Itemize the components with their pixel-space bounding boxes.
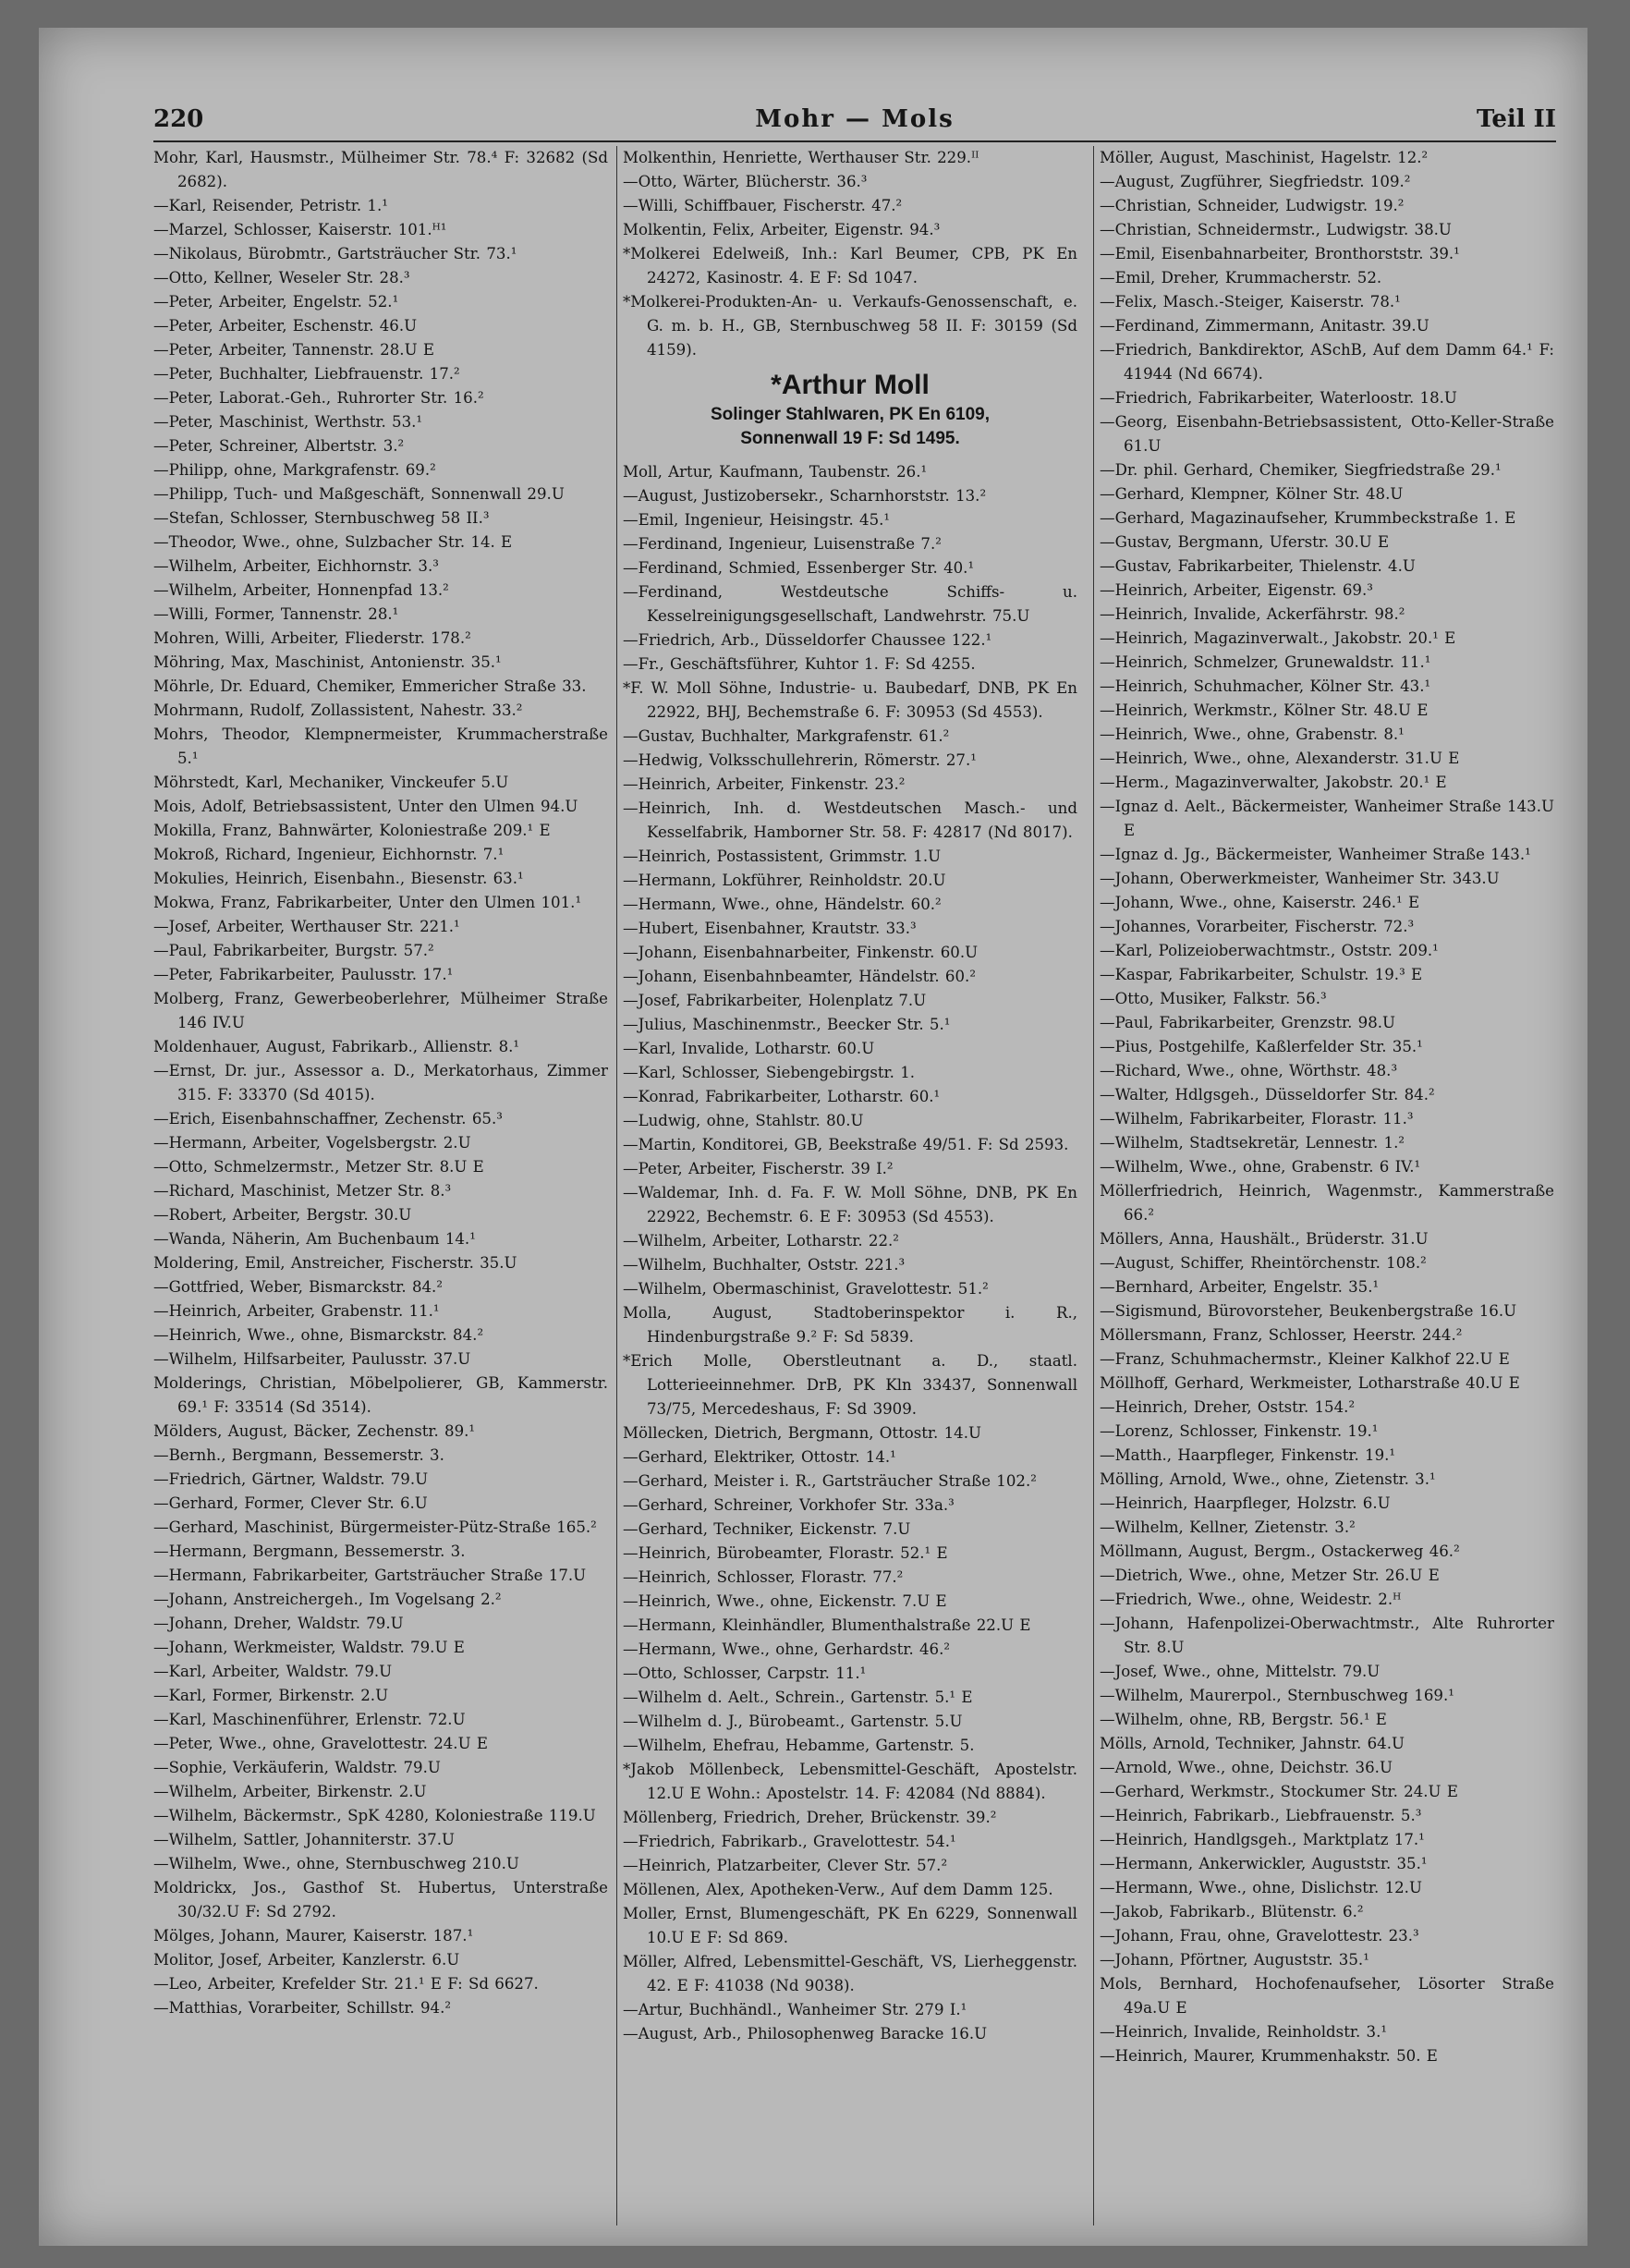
directory-entry: —Willi, Schiffbauer, Fischerstr. 47.² <box>623 197 903 214</box>
directory-entry: —Emil, Dreher, Krummacherstr. 52. <box>1100 269 1382 287</box>
directory-entry: —Wilhelm, Obermaschinist, Gravelottestr. 51.² <box>623 1280 989 1298</box>
directory-entry: Möhring, Max, Maschinist, Antonienstr. 35.¹ <box>153 653 502 671</box>
directory-entry: —Friedrich, Fabrikarbeiter, Waterloostr. 18.U <box>1100 389 1457 407</box>
directory-entry: Möllecken, Dietrich, Bergmann, Ottostr. 14.U <box>623 1424 981 1442</box>
directory-entry: —Heinrich, Wwe., ohne, Grabenstr. 8.¹ <box>1100 726 1405 743</box>
directory-entry: —Heinrich, Haarpfleger, Holzstr. 6.U <box>1100 1494 1391 1512</box>
directory-entry: —Stefan, Schlosser, Sternbuschweg 58 II.³ <box>153 509 490 527</box>
directory-entry: Mölders, August, Bäcker, Zechenstr. 89.¹ <box>153 1422 476 1440</box>
directory-entry: —Arnold, Wwe., ohne, Deichstr. 36.U <box>1100 1759 1393 1776</box>
directory-entry: —Friedrich, Fabrikarb., Gravelottestr. 54.¹ <box>623 1833 956 1850</box>
directory-entry: —Konrad, Fabrikarbeiter, Lotharstr. 60.¹ <box>623 1088 941 1105</box>
directory-entry: —Artur, Buchhändl., Wanheimer Str. 279 I.¹ <box>623 2001 967 2018</box>
page-header <box>153 100 1556 142</box>
directory-entry: —Theodor, Wwe., ohne, Sulzbacher Str. 14. E <box>153 533 513 551</box>
directory-entry: —Peter, Schreiner, Albertstr. 3.² <box>153 437 405 455</box>
directory-entry: Möllhoff, Gerhard, Werkmeister, Lotharstraße 40.U E <box>1100 1374 1520 1392</box>
directory-entry: —Hermann, Lokführer, Reinholdstr. 20.U <box>623 872 946 889</box>
directory-entry: —Peter, Maschinist, Werthstr. 53.¹ <box>153 413 423 431</box>
directory-entry: —Nikolaus, Bürobmtr., Gartsträucher Str. 73.¹ <box>153 245 517 262</box>
directory-entry: —Heinrich, Wwe., ohne, Eickenstr. 7.U E <box>623 1592 947 1610</box>
directory-entry: —Heinrich, Arbeiter, Eigenstr. 69.³ <box>1100 581 1373 599</box>
directory-entry: —Josef, Fabrikarbeiter, Holenplatz 7.U <box>623 992 927 1009</box>
directory-entry: —Karl, Schlosser, Siebengebirgstr. 1. <box>623 1064 916 1081</box>
directory-entry: *Erich Molle, Oberstleutnant a. D., staatl. Lotterieeinnehmer. DrB, PK Kln 33437, Sonnenwall 73/75, Mercedeshaus, F: Sd 3909. <box>623 1352 1077 1418</box>
directory-entry: —August, Arb., Philosophenweg Baracke 16.U <box>623 2025 988 2042</box>
directory-entry: —Peter, Arbeiter, Tannenstr. 28.U E <box>153 341 434 359</box>
directory-entry: —Hermann, Wwe., ohne, Gerhardstr. 46.² <box>623 1640 951 1658</box>
directory-entry: —August, Justizobersekr., Scharnhorststr. 13.² <box>623 487 987 505</box>
directory-entry: —Matthias, Vorarbeiter, Schillstr. 94.² <box>153 1999 452 2017</box>
directory-entry: —Georg, Eisenbahn-Betriebsassistent, Otto-Keller-Straße 61.U <box>1100 413 1554 455</box>
directory-entry: —Gerhard, Meister i. R., Gartsträucher Straße 102.² <box>623 1472 1037 1490</box>
directory-entry: —Heinrich, Arbeiter, Grabenstr. 11.¹ <box>153 1302 440 1320</box>
directory-entry: —Willi, Former, Tannenstr. 28.¹ <box>153 605 399 623</box>
directory-entry: —Johann, Anstreichergeh., Im Vogelsang 2.² <box>153 1591 502 1608</box>
page-title: Mohr — Mols <box>755 105 955 133</box>
column-divider-left <box>616 146 617 2225</box>
directory-entry: —Friedrich, Bankdirektor, ASchB, Auf dem Damm 64.¹ F: 41944 (Nd 6674). <box>1100 341 1554 383</box>
directory-entry: —Richard, Wwe., ohne, Wörthstr. 48.³ <box>1100 1062 1398 1079</box>
column-3 <box>1100 146 1554 2225</box>
directory-entry: —Friedrich, Wwe., ohne, Weidestr. 2.ᴴ <box>1100 1591 1402 1608</box>
part-label: Teil II <box>1476 105 1556 133</box>
directory-entry: —Heinrich, Schmelzer, Grunewaldstr. 11.¹ <box>1100 653 1431 671</box>
directory-entry: —Heinrich, Schlosser, Florastr. 77.² <box>623 1568 904 1586</box>
directory-entry: —Gerhard, Werkmstr., Stockumer Str. 24.U E <box>1100 1783 1458 1800</box>
directory-entry: Molkenthin, Henriette, Werthauser Str. 229.ᴵᴵ <box>623 149 979 166</box>
directory-entry: —Jakob, Fabrikarb., Blütenstr. 6.² <box>1100 1903 1364 1920</box>
directory-entry: —Wilhelm, Wwe., ohne, Sternbuschweg 210.U <box>153 1855 519 1872</box>
directory-entry: —Karl, Polizeioberwachtmstr., Oststr. 209.¹ <box>1100 942 1439 959</box>
directory-entry: —Wilhelm, Bäckermstr., SpK 4280, Koloniestraße 119.U <box>153 1807 596 1824</box>
directory-entry: —Heinrich, Invalide, Ackerfährstr. 98.² <box>1100 605 1405 623</box>
directory-entry: —Wilhelm, Kellner, Zietenstr. 3.² <box>1100 1518 1356 1536</box>
directory-entry: —Heinrich, Handlgsgeh., Marktplatz 17.¹ <box>1100 1831 1425 1848</box>
directory-entry: —Peter, Laborat.-Geh., Ruhrorter Str. 16.² <box>153 389 484 407</box>
directory-entry: —Heinrich, Schuhmacher, Kölner Str. 43.¹ <box>1100 677 1431 695</box>
directory-entry: —Sigismund, Bürovorsteher, Beukenbergstraße 16.U <box>1100 1302 1517 1320</box>
directory-entry: —Sophie, Verkäuferin, Waldstr. 79.U <box>153 1759 441 1776</box>
directory-entry: —Heinrich, Wwe., ohne, Alexanderstr. 31.U E <box>1100 750 1460 767</box>
directory-entry: —Heinrich, Arbeiter, Finkenstr. 23.² <box>623 775 906 793</box>
directory-entry: Möhrle, Dr. Eduard, Chemiker, Emmericher Straße 33. <box>153 677 587 695</box>
directory-entry: —Heinrich, Werkmstr., Kölner Str. 48.U E <box>1100 701 1429 719</box>
directory-entry: —Gustav, Fabrikarbeiter, Thielenstr. 4.U <box>1100 557 1416 575</box>
directory-entry: —Wilhelm, Arbeiter, Honnenpfad 13.² <box>153 581 449 599</box>
directory-entry: —Ignaz d. Aelt., Bäckermeister, Wanheimer Straße 143.U E <box>1100 798 1554 839</box>
directory-entry: —Wilhelm, Wwe., ohne, Grabenstr. 6 IV.¹ <box>1100 1158 1421 1176</box>
directory-entry: Mohren, Willi, Arbeiter, Fliederstr. 178.² <box>153 629 471 647</box>
directory-entry: —Martin, Konditorei, GB, Beekstraße 49/51. F: Sd 2593. <box>623 1136 1069 1153</box>
directory-entry: —Robert, Arbeiter, Bergstr. 30.U <box>153 1206 412 1224</box>
directory-entry: —Emil, Eisenbahnarbeiter, Bronthorststr. 39.¹ <box>1100 245 1460 262</box>
directory-entry: —Johann, Pförtner, Auguststr. 35.¹ <box>1100 1951 1369 1969</box>
directory-entry: —Johann, Eisenbahnarbeiter, Finkenstr. 60.U <box>623 944 979 961</box>
directory-entry: Mölls, Arnold, Techniker, Jahnstr. 64.U <box>1100 1735 1405 1752</box>
directory-entry: —Bernhard, Arbeiter, Engelstr. 35.¹ <box>1100 1278 1380 1296</box>
directory-entry: Möllenen, Alex, Apotheken-Verw., Auf dem Damm 125. <box>623 1881 1053 1898</box>
directory-entry: —Heinrich, Wwe., ohne, Bismarckstr. 84.² <box>153 1326 484 1344</box>
directory-entry: —Heinrich, Platzarbeiter, Clever Str. 57.² <box>623 1857 948 1874</box>
directory-entry: —Heinrich, Inh. d. Westdeutschen Masch.- und Kesselfabrik, Hamborner Str. 58. F: 42817 (Nd 8017). <box>623 799 1077 841</box>
directory-entry: —Johann, Frau, ohne, Gravelottestr. 23.³ <box>1100 1927 1419 1945</box>
directory-entry: —Philipp, Tuch- und Maßgeschäft, Sonnenwall 29.U <box>153 485 565 503</box>
directory-entry: —Hermann, Bergmann, Bessemerstr. 3. <box>153 1542 466 1560</box>
directory-entry: —Waldemar, Inh. d. Fa. F. W. Moll Söhne, DNB, PK En 22922, Bechemstr. 6. E F: 30953 (Sd 4553). <box>623 1184 1077 1225</box>
directory-entry: *Jakob Möllenbeck, Lebensmittel-Geschäft, Apostelstr. 12.U E Wohn.: Apostelstr. 14. F: 42084 (Nd 8884). <box>623 1761 1077 1802</box>
directory-entry: —Pius, Postgehilfe, Kaßlerfelder Str. 35.¹ <box>1100 1038 1423 1055</box>
directory-entry: —Wilhelm, Fabrikarbeiter, Florastr. 11.³ <box>1100 1110 1414 1128</box>
directory-entry: —Gerhard, Magazinaufseher, Krummbeckstraße 1. E <box>1100 509 1516 527</box>
directory-entry: —Johann, Wwe., ohne, Kaiserstr. 246.¹ E <box>1100 894 1420 911</box>
directory-entry: —Wilhelm, Buchhalter, Oststr. 221.³ <box>623 1256 906 1274</box>
directory-entry: —Gustav, Bergmann, Uferstr. 30.U E <box>1100 533 1390 551</box>
directory-entry: Mokulies, Heinrich, Eisenbahn., Biesenstr. 63.¹ <box>153 870 524 887</box>
directory-entry: —Philipp, ohne, Markgrafenstr. 69.² <box>153 461 436 479</box>
directory-entry: —Heinrich, Fabrikarb., Liebfrauenstr. 5.³ <box>1100 1807 1422 1824</box>
directory-entry: Moll, Artur, Kaufmann, Taubenstr. 26.¹ <box>623 463 928 481</box>
directory-entry: —Gerhard, Maschinist, Bürgermeister-Pütz-Straße 165.² <box>153 1518 597 1536</box>
directory-entry: Möhrstedt, Karl, Mechaniker, Vinckeufer 5.U <box>153 774 509 791</box>
directory-entry: Möllers, Anna, Haushält., Brüderstr. 31.U <box>1100 1230 1429 1248</box>
directory-entry: —Karl, Maschinenführer, Erlenstr. 72.U <box>153 1711 466 1728</box>
directory-entry: —Franz, Schuhmachermstr., Kleiner Kalkhof 22.U E <box>1100 1350 1510 1368</box>
directory-entry: —Friedrich, Arb., Düsseldorfer Chaussee 122.¹ <box>623 631 992 649</box>
directory-entry: —Ferdinand, Schmied, Essenberger Str. 40.¹ <box>623 559 975 577</box>
directory-entry: —Josef, Arbeiter, Werthauser Str. 221.¹ <box>153 918 460 935</box>
directory-entry: —Wilhelm d. J., Bürobeamt., Gartenstr. 5.U <box>623 1713 963 1730</box>
directory-entry: —Gerhard, Schreiner, Vorkhofer Str. 33a.³ <box>623 1496 955 1514</box>
directory-entry: *F. W. Moll Söhne, Industrie- u. Baubedarf, DNB, PK En 22922, BHJ, Bechemstraße 6. F: 30953 (Sd 4553). <box>623 679 1077 721</box>
directory-entry: —Paul, Fabrikarbeiter, Burgstr. 57.² <box>153 942 434 959</box>
directory-entry: —Otto, Schmelzermstr., Metzer Str. 8.U E <box>153 1158 484 1176</box>
directory-entry: —Julius, Maschinenmstr., Beecker Str. 5.¹ <box>623 1016 951 1033</box>
directory-entry: —Johann, Dreher, Waldstr. 79.U <box>153 1615 404 1632</box>
ad-line-1: Solinger Stahlwaren, PK En 6109, <box>711 405 990 424</box>
directory-entry: —Kaspar, Fabrikarbeiter, Schulstr. 19.³ E <box>1100 966 1423 983</box>
directory-entry: —Fr., Geschäftsführer, Kuhtor 1. F: Sd 4255. <box>623 655 976 673</box>
directory-entry: Mois, Adolf, Betriebsassistent, Unter den Ulmen 94.U <box>153 798 578 815</box>
directory-entry: —Otto, Schlosser, Carpstr. 11.¹ <box>623 1664 867 1682</box>
directory-entry: Möller, August, Maschinist, Hagelstr. 12.² <box>1100 149 1429 166</box>
directory-entry: —Christian, Schneider, Ludwigstr. 19.² <box>1100 197 1405 214</box>
directory-entry: —Heinrich, Magazinverwalt., Jakobstr. 20.¹ E <box>1100 629 1456 647</box>
directory-entry: —Ferdinand, Ingenieur, Luisenstraße 7.² <box>623 535 942 553</box>
directory-entry: —Wilhelm, Sattler, Johanniterstr. 37.U <box>153 1831 455 1848</box>
directory-entry: —Gerhard, Elektriker, Ottostr. 14.¹ <box>623 1448 896 1466</box>
directory-entry: —Erich, Eisenbahnschaffner, Zechenstr. 65.³ <box>153 1110 503 1128</box>
directory-entry: Molitor, Josef, Arbeiter, Kanzlerstr. 6.U <box>153 1951 460 1969</box>
directory-entry: Mohrmann, Rudolf, Zollassistent, Nahestr. 33.² <box>153 701 523 719</box>
directory-entry: —Hermann, Ankerwickler, Auguststr. 35.¹ <box>1100 1855 1428 1872</box>
directory-entry: —Otto, Kellner, Weseler Str. 28.³ <box>153 269 410 287</box>
directory-entry: —Herm., Magazinverwalter, Jakobstr. 20.¹ E <box>1100 774 1447 791</box>
directory-entry: —Ferdinand, Zimmermann, Anitastr. 39.U <box>1100 317 1429 335</box>
directory-entry: —Ignaz d. Jg., Bäckermeister, Wanheimer Straße 143.¹ <box>1100 846 1531 863</box>
directory-entry: —Peter, Arbeiter, Eschenstr. 46.U <box>153 317 418 335</box>
directory-entry: —Heinrich, Invalide, Reinholdstr. 3.¹ <box>1100 2023 1388 2041</box>
directory-entry: —Heinrich, Postassistent, Grimmstr. 1.U <box>623 847 942 865</box>
directory-entry: Mols, Bernhard, Hochofenaufseher, Lösorter Straße 49a.U E <box>1100 1975 1554 2017</box>
directory-entry: Möllersmann, Franz, Schlosser, Heerstr. 244.² <box>1100 1326 1463 1344</box>
directory-entry: —Karl, Former, Birkenstr. 2.U <box>153 1687 389 1704</box>
directory-entry: —Hermann, Wwe., ohne, Händelstr. 60.² <box>623 896 942 913</box>
directory-entry: —Wilhelm, Arbeiter, Birkenstr. 2.U <box>153 1783 427 1800</box>
directory-entry: —Leo, Arbeiter, Krefelder Str. 21.¹ E F: Sd 6627. <box>153 1975 539 1993</box>
directory-entry: *Molkerei Edelweiß, Inh.: Karl Beumer, CPB, PK En 24272, Kasinostr. 4. E F: Sd 1047. <box>623 245 1077 287</box>
directory-entry: Molla, August, Stadtoberinspektor i. R., Hindenburgstraße 9.² F: Sd 5839. <box>623 1304 1077 1346</box>
page-number: 220 <box>153 105 204 133</box>
directory-entry: —Johannes, Vorarbeiter, Fischerstr. 72.³ <box>1100 918 1415 935</box>
directory-entry: —Hubert, Eisenbahner, Krautstr. 33.³ <box>623 920 917 937</box>
directory-entry: Möller, Alfred, Lebensmittel-Geschäft, VS, Lierheggenstr. 42. E F: 41038 (Nd 9038). <box>623 1953 1077 1994</box>
directory-entry: —Heinrich, Bürobeamter, Florastr. 52.¹ E <box>623 1544 948 1562</box>
directory-entry: —Johann, Werkmeister, Waldstr. 79.U E <box>153 1639 465 1656</box>
directory-entry: —Dr. phil. Gerhard, Chemiker, Siegfriedstraße 29.¹ <box>1100 461 1502 479</box>
directory-entry: —Gustav, Buchhalter, Markgrafenstr. 61.² <box>623 727 950 745</box>
directory-entry: —Wilhelm, Ehefrau, Hebamme, Gartenstr. 5. <box>623 1737 975 1754</box>
directory-entry: —Josef, Wwe., ohne, Mittelstr. 79.U <box>1100 1663 1381 1680</box>
directory-entry: —Hermann, Kleinhändler, Blumenthalstraße 22.U E <box>623 1616 1031 1634</box>
directory-entry: Mokwa, Franz, Fabrikarbeiter, Unter den Ulmen 101.¹ <box>153 894 582 911</box>
directory-entry: —Wilhelm d. Aelt., Schrein., Gartenstr. 5.¹ E <box>623 1689 973 1706</box>
directory-entry: —Karl, Arbeiter, Waldstr. 79.U <box>153 1663 393 1680</box>
directory-entry: —Marzel, Schlosser, Kaiserstr. 101.ᴴ¹ <box>153 221 447 238</box>
directory-entry: —Bernh., Bergmann, Bessemerstr. 3. <box>153 1446 444 1464</box>
directory-entry: —Heinrich, Dreher, Oststr. 154.² <box>1100 1398 1356 1416</box>
directory-entry: —Otto, Wärter, Blücherstr. 36.³ <box>623 173 868 190</box>
directory-entry: —Lorenz, Schlosser, Finkenstr. 19.¹ <box>1100 1422 1379 1440</box>
directory-entry: Moldering, Emil, Anstreicher, Fischerstr. 35.U <box>153 1254 517 1272</box>
directory-entry: —Ferdinand, Westdeutsche Schiffs- u. Kesselreinigungsgesellschaft, Landwehrstr. 75.U <box>623 583 1077 625</box>
directory-entry: —Gerhard, Klempner, Kölner Str. 48.U <box>1100 485 1404 503</box>
directory-entry: —Peter, Buchhalter, Liebfrauenstr. 17.² <box>153 365 460 383</box>
directory-entry: —Peter, Arbeiter, Fischerstr. 39 I.² <box>623 1160 894 1177</box>
directory-entry: Moldenhauer, August, Fabrikarb., Allienstr. 8.¹ <box>153 1038 520 1055</box>
directory-entry: —Heinrich, Maurer, Krummenhakstr. 50. E <box>1100 2047 1438 2065</box>
directory-entry: Mohrs, Theodor, Klempnermeister, Krummacherstraße 5.¹ <box>153 726 608 767</box>
advertisement-arthur-moll <box>623 368 1077 451</box>
directory-entry: —Johann, Eisenbahnbeamter, Händelstr. 60.² <box>623 968 976 985</box>
directory-entry: —Karl, Reisender, Petristr. 1.¹ <box>153 197 388 214</box>
directory-entry: Molkentin, Felix, Arbeiter, Eigenstr. 94.³ <box>623 221 941 238</box>
directory-entry: Moldrickx, Jos., Gasthof St. Hubertus, Unterstraße 30/32.U F: Sd 2792. <box>153 1879 608 1920</box>
directory-entry: —Wilhelm, Arbeiter, Eichhornstr. 3.³ <box>153 557 439 575</box>
directory-entry: Mohr, Karl, Hausmstr., Mülheimer Str. 78.⁴ F: 32682 (Sd 2682). <box>153 149 608 190</box>
directory-entry: —Wilhelm, Maurerpol., Sternbuschweg 169.¹ <box>1100 1687 1454 1704</box>
ad-name: *Arthur Moll <box>771 370 930 400</box>
directory-entry: —Wilhelm, ohne, RB, Bergstr. 56.¹ E <box>1100 1711 1387 1728</box>
directory-entry: —Richard, Maschinist, Metzer Str. 8.³ <box>153 1182 452 1200</box>
directory-entry: —Gottfried, Weber, Bismarckstr. 84.² <box>153 1278 443 1296</box>
directory-entry: Mokilla, Franz, Bahnwärter, Koloniestraße 209.¹ E <box>153 822 551 839</box>
directory-entry: *Molkerei-Produkten-An- u. Verkaufs-Genossenschaft, e. G. m. b. H., GB, Sternbuschweg 58 II. F: 30159 (Sd 4159). <box>623 293 1077 359</box>
directory-entry: —Emil, Ingenieur, Heisingstr. 45.¹ <box>623 511 891 529</box>
directory-entry: —Wilhelm, Hilfsarbeiter, Paulusstr. 37.U <box>153 1350 471 1368</box>
column-2 <box>623 146 1077 2225</box>
directory-entry: —Ludwig, ohne, Stahlstr. 80.U <box>623 1112 864 1129</box>
directory-entry: —Gerhard, Former, Clever Str. 6.U <box>153 1494 428 1512</box>
directory-entry: —Gerhard, Techniker, Eickenstr. 7.U <box>623 1520 911 1538</box>
directory-entry: —Felix, Masch.-Steiger, Kaiserstr. 78.¹ <box>1100 293 1401 311</box>
directory-entry: —Paul, Fabrikarbeiter, Grenzstr. 98.U <box>1100 1014 1396 1031</box>
directory-entry: —Christian, Schneidermstr., Ludwigstr. 38.U <box>1100 221 1452 238</box>
directory-entry: —Hermann, Fabrikarbeiter, Gartsträucher Straße 17.U <box>153 1567 587 1584</box>
directory-entry: —Hedwig, Volksschullehrerin, Römerstr. 27.¹ <box>623 751 977 769</box>
directory-entry: Möllmann, August, Bergm., Ostackerweg 46.² <box>1100 1542 1460 1560</box>
directory-entry: —Johann, Hafenpolizei-Oberwachtmstr., Alte Ruhrorter Str. 8.U <box>1100 1615 1554 1656</box>
directory-entry: —Matth., Haarpfleger, Finkenstr. 19.¹ <box>1100 1446 1396 1464</box>
directory-entry: —Johann, Oberwerkmeister, Wanheimer Str. 343.U <box>1100 870 1500 887</box>
directory-entry: —Hermann, Wwe., ohne, Dislichstr. 12.U <box>1100 1879 1422 1896</box>
directory-entry: —Wilhelm, Stadtsekretär, Lennestr. 1.² <box>1100 1134 1405 1152</box>
directory-entry: —Walter, Hdlgsgeh., Düsseldorfer Str. 84.² <box>1100 1086 1435 1104</box>
column-divider-right <box>1093 146 1094 2225</box>
directory-entry: Möllerfriedrich, Heinrich, Wagenmstr., Kammerstraße 66.² <box>1100 1182 1554 1224</box>
directory-entry: —Karl, Invalide, Lotharstr. 60.U <box>623 1040 875 1057</box>
directory-entry: —Peter, Arbeiter, Engelstr. 52.¹ <box>153 293 399 311</box>
directory-entry: —Hermann, Arbeiter, Vogelsbergstr. 2.U <box>153 1134 471 1152</box>
directory-entry: —Peter, Wwe., ohne, Gravelottestr. 24.U E <box>153 1735 488 1752</box>
directory-entry: —Dietrich, Wwe., ohne, Metzer Str. 26.U E <box>1100 1567 1440 1584</box>
directory-entry: Moller, Ernst, Blumengeschäft, PK En 6229, Sonnenwall 10.U E F: Sd 869. <box>623 1905 1077 1946</box>
directory-entry: Mölling, Arnold, Wwe., ohne, Zietenstr. 3.¹ <box>1100 1470 1436 1488</box>
directory-entry: Mölges, Johann, Maurer, Kaiserstr. 187.¹ <box>153 1927 474 1945</box>
directory-entry: —Wanda, Näherin, Am Buchenbaum 14.¹ <box>153 1230 476 1248</box>
directory-entry: Möllenberg, Friedrich, Dreher, Brückenstr. 39.² <box>623 1809 997 1826</box>
directory-entry: Molderings, Christian, Möbelpolierer, GB, Kammerstr. 69.¹ F: 33514 (Sd 3514). <box>153 1374 608 1416</box>
directory-entry: Molberg, Franz, Gewerbeoberlehrer, Mülheimer Straße 146 IV.U <box>153 990 608 1031</box>
directory-entry: —Otto, Musiker, Falkstr. 56.³ <box>1100 990 1327 1007</box>
directory-entry: Mokroß, Richard, Ingenieur, Eichhornstr. 7.¹ <box>153 846 505 863</box>
directory-entry: —Wilhelm, Arbeiter, Lotharstr. 22.² <box>623 1232 899 1250</box>
directory-entry: —August, Schiffer, Rheintörchenstr. 108.² <box>1100 1254 1427 1272</box>
ad-line-2: Sonnenwall 19 F: Sd 1495. <box>740 429 960 448</box>
directory-entry: —Friedrich, Gärtner, Waldstr. 79.U <box>153 1470 429 1488</box>
directory-entry: —Ernst, Dr. jur., Assessor a. D., Merkatorhaus, Zimmer 315. F: 33370 (Sd 4015). <box>153 1062 608 1104</box>
column-1 <box>153 146 608 2225</box>
directory-entry: —Peter, Fabrikarbeiter, Paulusstr. 17.¹ <box>153 966 454 983</box>
directory-entry: —August, Zugführer, Siegfriedstr. 109.² <box>1100 173 1411 190</box>
